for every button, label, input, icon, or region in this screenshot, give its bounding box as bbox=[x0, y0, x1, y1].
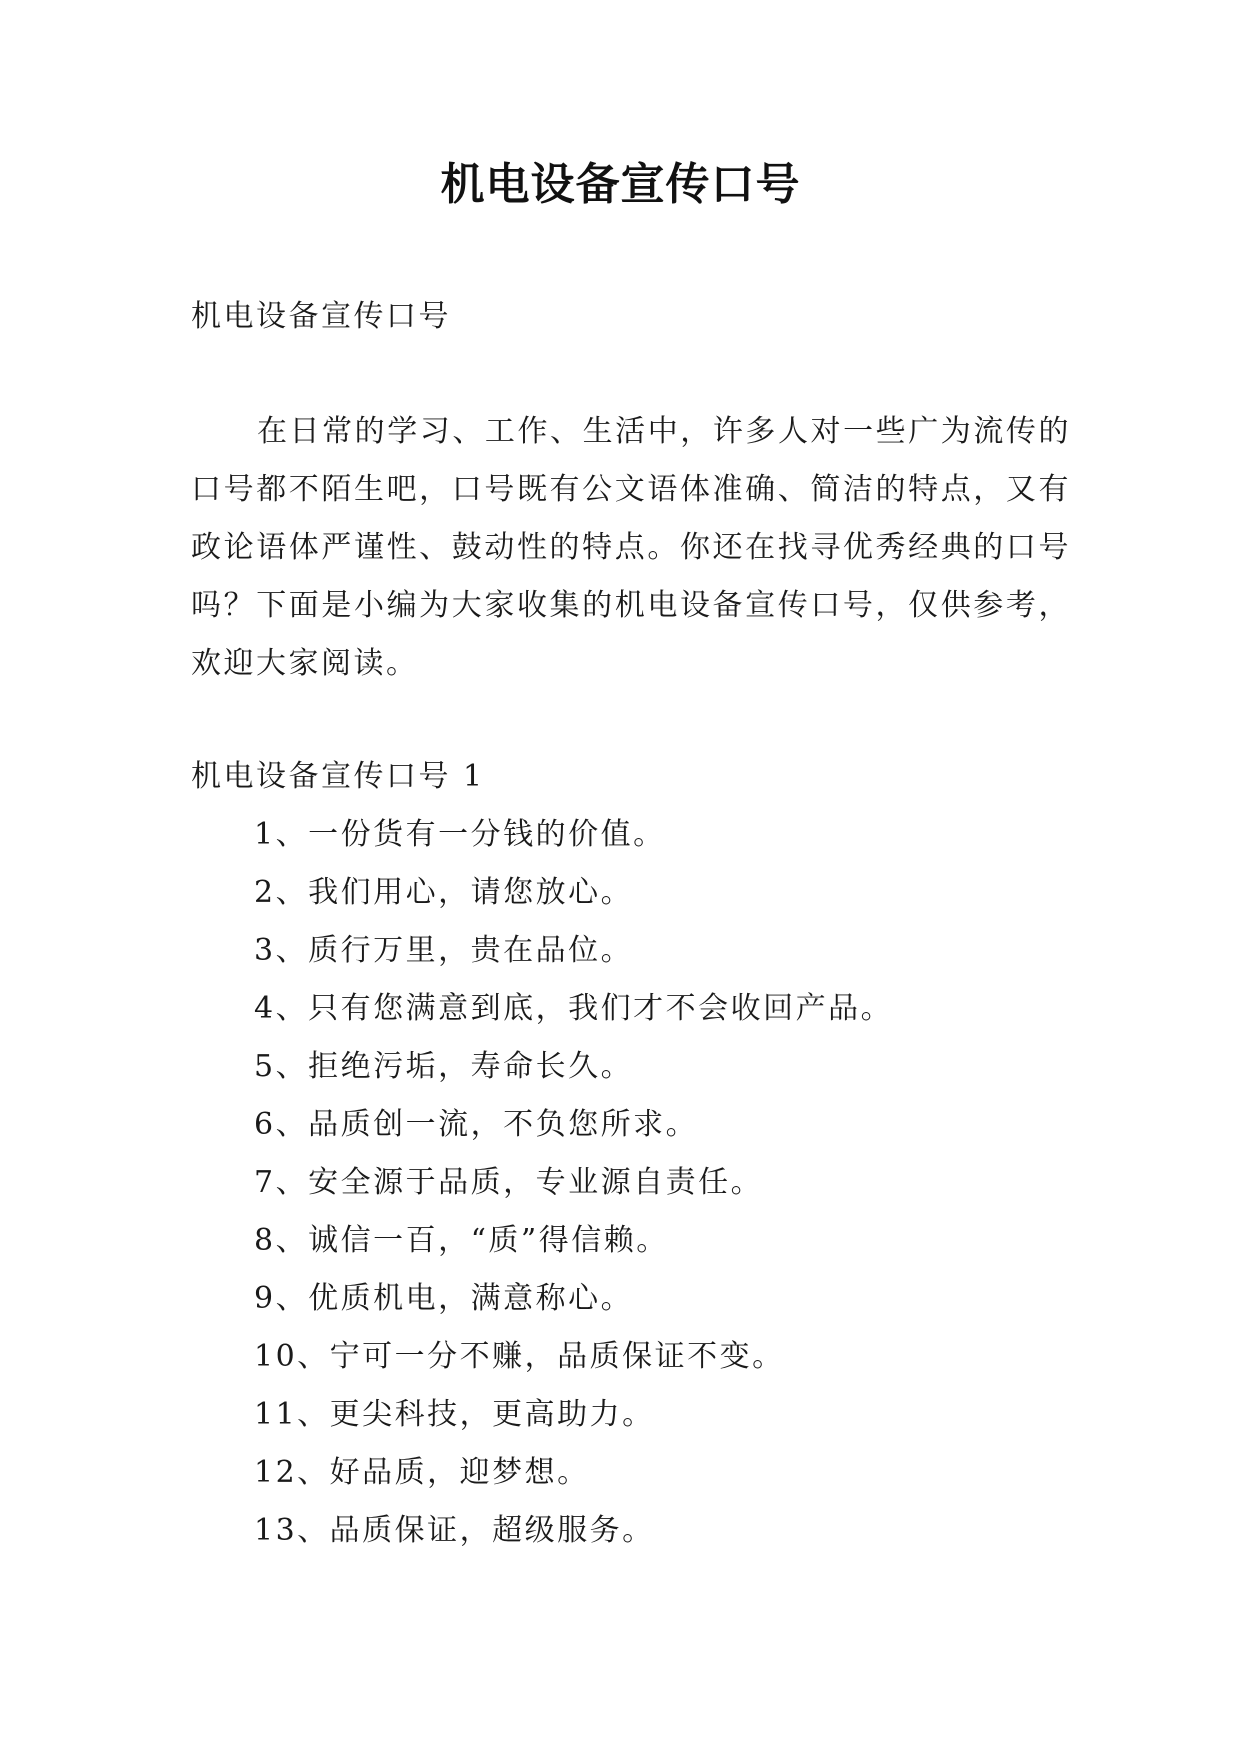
slogan-item: 7、安全源于品质，专业源自责任。 bbox=[254, 1165, 764, 1200]
slogan-list bbox=[254, 806, 1074, 1560]
slogan-item: 9、优质机电，满意称心。 bbox=[254, 1281, 634, 1316]
slogan-item: 2、我们用心，请您放心。 bbox=[254, 875, 634, 910]
slogan-item: 10、宁可一分不赚，品质保证不变。 bbox=[254, 1339, 785, 1374]
slogan-item: 11、更尖科技，更高助力。 bbox=[254, 1397, 655, 1432]
slogan-item: 5、拒绝污垢，寿命长久。 bbox=[254, 1049, 634, 1084]
slogan-item: 8、诚信一百，“质”得信赖。 bbox=[254, 1223, 669, 1258]
slogan-item: 1、一份货有一分钱的价值。 bbox=[254, 817, 666, 852]
section-heading: 机电设备宣传口号 1 bbox=[191, 759, 485, 794]
slogan-item: 13、品质保证，超级服务。 bbox=[254, 1513, 655, 1548]
slogan-item: 3、质行万里，贵在品位。 bbox=[254, 933, 634, 968]
document-subtitle: 机电设备宣传口号 bbox=[191, 299, 451, 334]
slogan-item: 4、只有您满意到底，我们才不会收回产品。 bbox=[254, 991, 894, 1026]
slogan-item: 6、品质创一流，不负您所求。 bbox=[254, 1107, 699, 1142]
slogan-item: 12、好品质，迎梦想。 bbox=[254, 1455, 590, 1490]
page-title: 机电设备宣传口号 bbox=[440, 159, 801, 210]
intro-paragraph: 在日常的学习、工作、生活中，许多人对一些广为流传的口号都不陌生吧，口号既有公文语体准确、简洁的特点，又有政论语体严谨性、鼓动性的特点。你还在找寻优秀经典的口号吗？下面是小编为大家收集的机电设备宣传口号，仅供参考，欢迎大家阅读。 bbox=[191, 414, 1071, 681]
